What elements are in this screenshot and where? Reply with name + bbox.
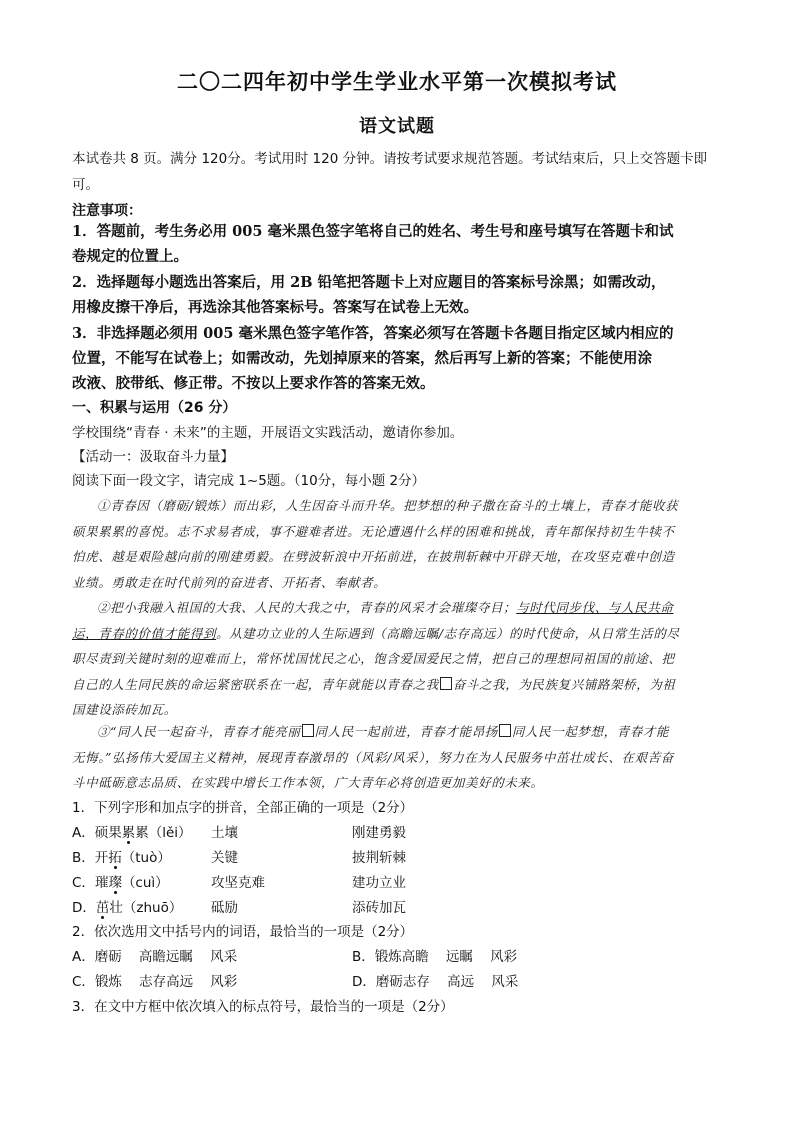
passage-line xyxy=(72,672,724,698)
question-1-stem: 1．下列字形和加点字的拼音，全部正确的一项是（2分） xyxy=(72,800,414,816)
notice-item-3 xyxy=(72,321,724,396)
passage-line: 业绩。勇敢走在时代前列的奋进者、开拓者、奉献者。 xyxy=(72,574,387,590)
q1-option-a-word3: 刚建勇毅 xyxy=(352,825,406,841)
passage-paragraph-2 xyxy=(72,595,724,723)
passage-text: 自己的人生同民族的命运紧密联系在一起，青年就能以青春之我 xyxy=(72,676,439,692)
q1-option-d: D．茁壮（zhuō） xyxy=(72,900,183,916)
notice-line: 1．答题前，考生务必用 005 毫米黑色签字笔将自己的姓名、考生号和座号填写在答题卡和试 xyxy=(72,223,674,240)
blank-box xyxy=(499,724,511,737)
notice-line: 3．非选择题必须用 005 毫米黑色签字笔作答，答案必须写在答题卡各题目指定区域内相应的 xyxy=(72,325,674,342)
q1-option-a-word2: 土壤 xyxy=(211,825,238,841)
exam-title: 二〇二四年初中学生学业水平第一次模拟考试 xyxy=(177,69,617,94)
intro-text xyxy=(72,146,724,198)
q2-option-b: B．锻炼高瞻 远瞩 风彩 xyxy=(352,949,518,965)
q1-option-b: B．开拓（tuò） xyxy=(72,850,171,866)
passage-line xyxy=(72,621,724,647)
q1-option-a: A．硕果累累（lěi） xyxy=(72,825,192,841)
dotted-char: 拓 xyxy=(108,850,122,866)
blank-box xyxy=(302,724,314,737)
question-3-stem: 3．在文中方框中依次填入的标点符号，最恰当的一项是（2分） xyxy=(72,999,454,1015)
passage-line xyxy=(72,595,724,621)
dotted-char: 茁 xyxy=(95,900,110,916)
passage-text: ③“同人民一起奋斗，青春才能亮丽 xyxy=(97,724,301,739)
intro-line: 本试卷共 8 页。满分 120分。考试用时 120 分钟。请按考试要求规范答题。考试结束后，只上交答题卡即 xyxy=(72,151,708,167)
passage-line: 硕果累累的喜悦。志不求易者成，事不避难者进。无论遭遇什么样的困难和挑战，青年都保持初生牛犊不 xyxy=(72,523,675,539)
reading-instruction: 阅读下面一段文字，请完成 1~5题。（10分，每小题 2分） xyxy=(72,473,426,489)
q1-option-d-word3: 添砖加瓦 xyxy=(352,900,406,916)
activity-heading: 【活动一：汲取奋斗力量】 xyxy=(72,449,234,465)
passage-line: ①青春因（磨砺/锻炼）而出彩，人生因奋斗而升华。把梦想的种子撒在奋斗的土壤上，青春才能收获 xyxy=(97,498,679,513)
passage-line: 无悔。”弘扬伟大爱国主义精神，展现青春激昂的（风彩/风采），努力在为人民服务中茁壮成长、在艰苦奋 xyxy=(72,749,674,765)
underlined-sentence: 运，青春的价值才能得到 xyxy=(72,625,217,641)
q2-option-d: D．磨砺志存 高远 风采 xyxy=(352,974,519,990)
notice-line: 位置，不能写在试卷上；如需改动，先划掉原来的答案，然后再写上新的答案；不能使用涂 xyxy=(72,350,652,367)
section-heading: 一、积累与运用（26 分） xyxy=(72,400,237,416)
passage-line: 怕虎、越是艰险越向前的刚建勇毅。在劈波斩浪中开拓前进，在披荆斩棘中开辟天地，在攻坚克难中创造 xyxy=(72,549,675,564)
dotted-char: 累 xyxy=(121,825,136,841)
passage-text: 。从建功立业的人生际遇到（高瞻远瞩/志存高远）的时代使命，从日常生活的尽 xyxy=(216,625,680,641)
q2-option-a: A．磨砺 高瞻远瞩 风采 xyxy=(72,949,238,965)
passage-line: 职尽责到关键时刻的迎难而上，常怀忧国忧民之心，饱含爱国爱民之情，把自己的理想同祖国的前途、把 xyxy=(72,651,675,666)
q2-option-c: C．锻炼 志存高远 风彩 xyxy=(72,974,238,990)
intro-line: 可。 xyxy=(72,177,99,193)
notice-heading: 注意事项： xyxy=(72,203,142,219)
passage-paragraph-1 xyxy=(72,493,724,595)
q1-option-d-word2: 砥励 xyxy=(211,900,238,916)
q1-option-b-word2: 关键 xyxy=(211,850,238,866)
passage-text: 同人民一起前进，青春才能昂扬 xyxy=(314,724,498,739)
passage-paragraph-3 xyxy=(72,719,724,796)
notice-line: 用橡皮擦干净后，再选涂其他答案标号。答案写在试卷上无效。 xyxy=(72,299,478,316)
q1-option-c-word2: 攻坚克难 xyxy=(211,875,265,891)
notice-item-1 xyxy=(72,219,724,269)
exam-subtitle: 语文试题 xyxy=(359,116,435,137)
school-line: 学校围绕“青春 · 未来”的主题，开展语文实践活动，邀请你参加。 xyxy=(72,425,464,441)
question-2-stem: 2．依次选用文中括号内的词语，最恰当的一项是（2分） xyxy=(72,924,414,940)
passage-line: 国建设添砖加瓦。 xyxy=(72,702,177,717)
passage-line: 斗中砥砺意志品质、在实践中增长工作本领，广大青年必将创造更加美好的未来。 xyxy=(72,775,544,790)
dotted-char: 璨 xyxy=(108,875,122,891)
passage-text: 奋斗之我，为民族复兴铺路架桥，为祖 xyxy=(452,676,676,692)
passage-line xyxy=(72,719,724,745)
q1-option-c-word3: 建功立业 xyxy=(352,875,406,891)
underlined-sentence: 与时代同步伐、与人民共命 xyxy=(516,600,674,615)
passage-text: ②把小我融入祖国的大我、人民的大我之中，青春的风采才会璀璨夺目； xyxy=(97,600,517,615)
notice-item-2 xyxy=(72,270,724,320)
notice-line: 改液、胶带纸、修正带。不按以上要求作答的答案无效。 xyxy=(72,375,435,392)
notice-line: 2．选择题每小题选出答案后，用 2B 铅笔把答题卡上对应题目的答案标号涂黑；如需改动， xyxy=(72,274,666,291)
q1-option-b-word3: 披荆斩棘 xyxy=(352,850,406,866)
q1-option-c: C．璀璨（cuì） xyxy=(72,875,169,891)
passage-text: 同人民一起梦想，青春才能 xyxy=(511,724,670,739)
blank-box xyxy=(440,677,452,690)
notice-line: 卷规定的位置上。 xyxy=(72,248,188,265)
